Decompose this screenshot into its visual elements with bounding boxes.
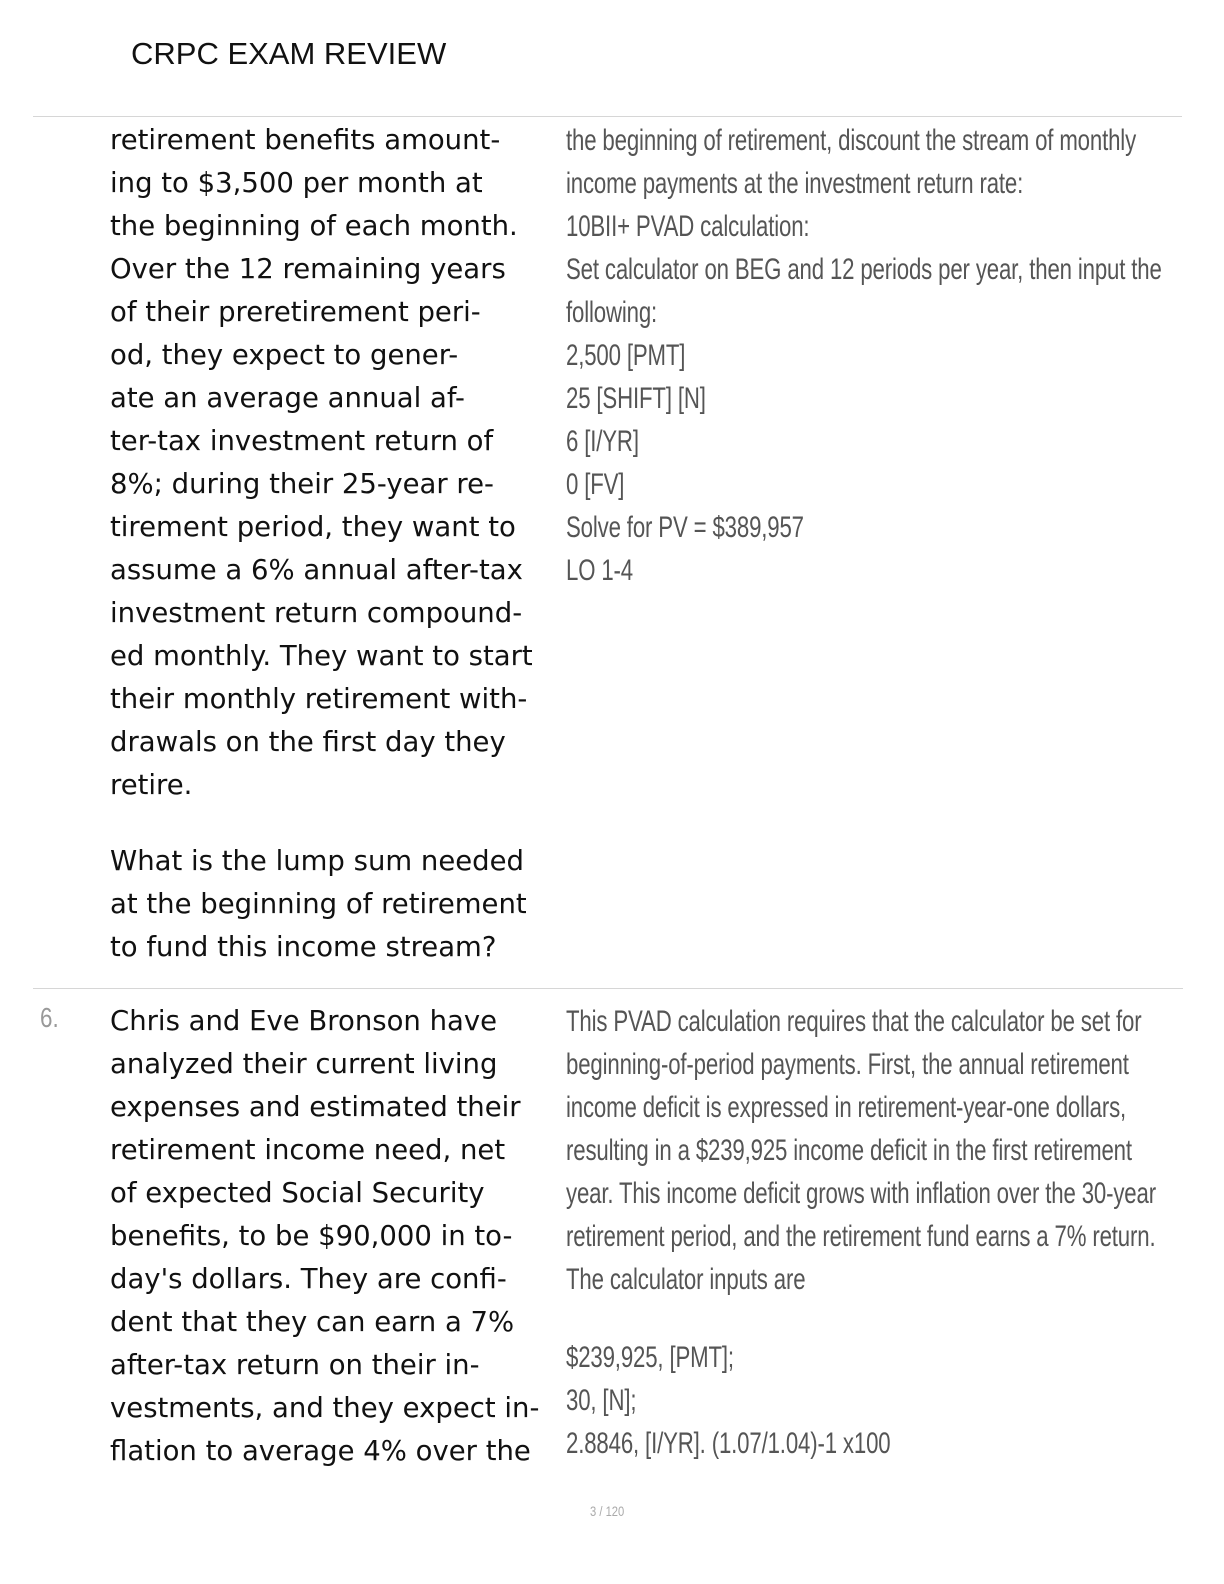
question-line: investment return compound- [110,597,523,629]
question-line: retirement benefits amount- [110,124,501,156]
answer-line: The calculator inputs are [566,1263,806,1296]
question-line: expenses and estimated their [110,1091,521,1123]
question-line: day's dollars. They are confi- [110,1263,507,1295]
question-line: the beginning of each month. [110,210,518,242]
question-line: Chris and Eve Bronson have [110,1005,498,1037]
answer-line: beginning-of-period payments. First, the annual retirement [566,1048,1129,1081]
question-line: ed monthly. They want to start [110,640,533,672]
question-line: ing to $3,500 per month at [110,167,483,199]
question-divider [33,988,1183,989]
question-line: analyzed their current living [110,1048,498,1080]
answer-line: 2.8846, [I/YR]. (1.07/1.04)-1 x100 [566,1427,891,1460]
answer-line: year. This income deficit grows with inflation over the 30-year [566,1177,1156,1210]
answer-line: 25 [SHIFT] [N] [566,382,706,415]
question-line: to fund this income stream? [110,931,497,963]
question-line: their monthly retirement with- [110,683,528,715]
question-5-prompt [110,840,560,969]
answer-line: 2,500 [PMT] [566,339,686,372]
question-line: flation to average 4% over the [110,1435,531,1467]
answer-line: income payments at the investment return rate: [566,167,1024,200]
question-line: retire. [110,769,193,801]
answer-6-text [566,1000,1176,1301]
page-title: CRPC EXAM REVIEW [131,36,447,71]
question-line: Over the 12 remaining years [110,253,506,285]
answer-line: income deficit is expressed in retirement-year-one dollars, [566,1091,1127,1124]
question-line: at the beginning of retirement [110,888,527,920]
answer-line: Solve for PV = $389,957 [566,511,804,544]
answer-line: Set calculator on BEG and 12 periods per year, then input the [566,253,1162,286]
answer-line: retirement period, and the retirement fund earns a 7% return. [566,1220,1156,1253]
question-line: What is the lump sum needed [110,845,525,877]
question-6-text [110,1000,560,1473]
answer-line: following: [566,296,658,329]
question-line: tirement period, they want to [110,511,516,543]
question-line: assume a 6% annual after-tax [110,554,523,586]
question-line: 8%; during their 25-year re- [110,468,494,500]
page-number: 3 / 120 [590,1503,625,1519]
question-line: after-tax return on their in- [110,1349,480,1381]
answer-line: 0 [FV] [566,468,625,501]
question-line: of their preretirement peri- [110,296,481,328]
header-divider [33,116,1182,117]
question-line: ter-tax investment return of [110,425,494,457]
question-line: of expected Social Security [110,1177,485,1209]
answer-line: $239,925, [PMT]; [566,1341,734,1374]
question-line: vestments, and they expect in- [110,1392,540,1424]
question-line: od, they expect to gener- [110,339,459,371]
answer-line: LO 1-4 [566,554,633,587]
answer-line: the beginning of retirement, discount the stream of monthly [566,124,1137,157]
answer-line: 10BII+ PVAD calculation: [566,210,810,243]
answer-5-text [566,119,1176,592]
answer-line: 6 [I/YR] [566,425,639,458]
answer-line: This PVAD calculation requires that the calculator be set for [566,1005,1142,1038]
answer-line: resulting in a $239,925 income deficit in the first retirement [566,1134,1132,1167]
answer-6-inputs [566,1336,1176,1465]
answer-line: 30, [N]; [566,1384,637,1417]
question-line: benefits, to be $90,000 in to- [110,1220,513,1252]
question-5-text [110,119,560,807]
question-line: drawals on the first day they [110,726,506,758]
question-number: 6. [40,1002,59,1033]
question-line: ate an average annual af- [110,382,465,414]
question-line: dent that they can earn a 7% [110,1306,515,1338]
question-line: retirement income need, net [110,1134,506,1166]
